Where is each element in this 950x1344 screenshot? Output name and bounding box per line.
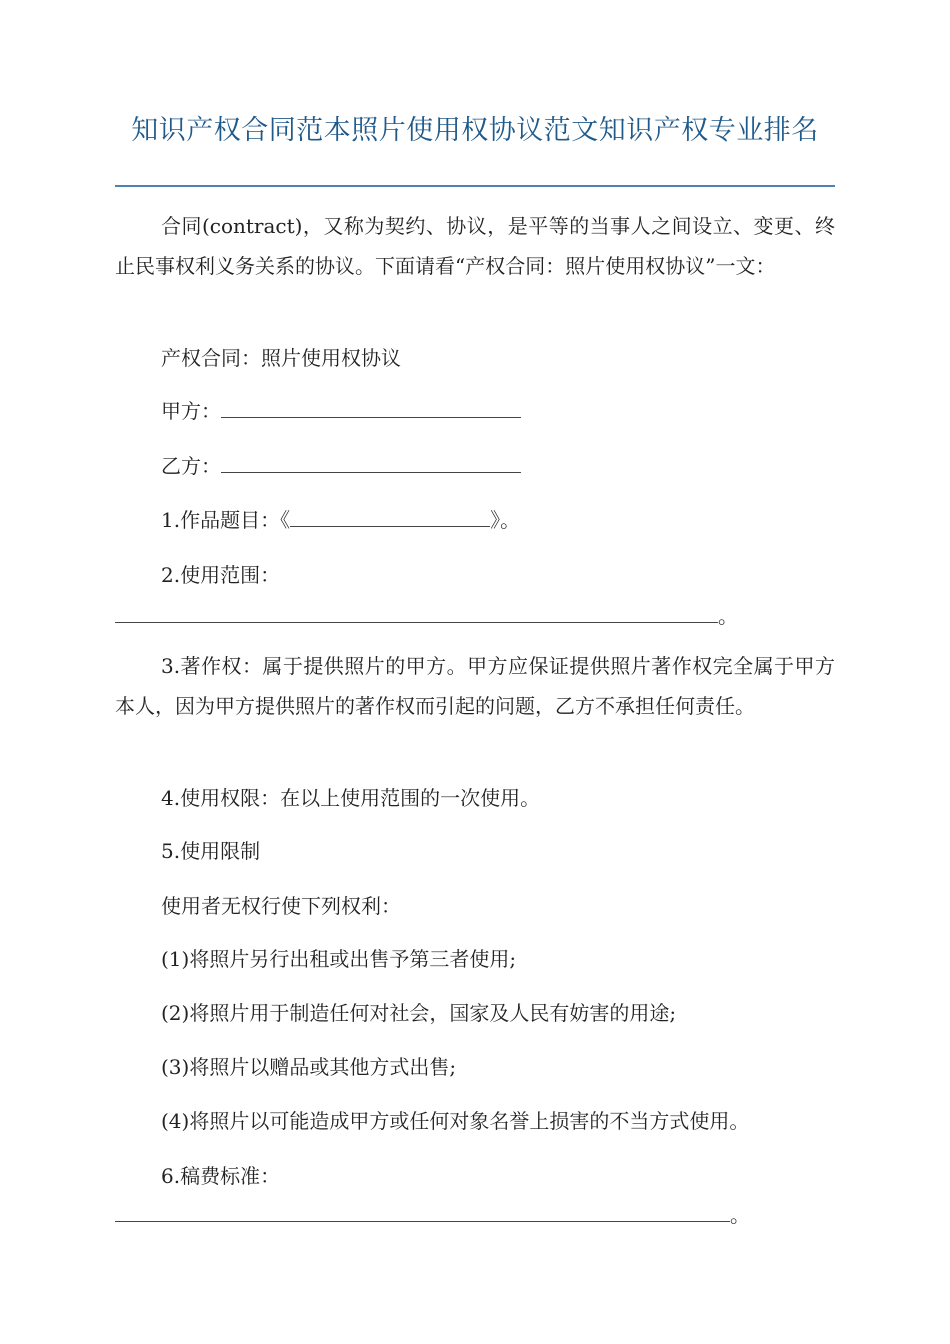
item-1-label: 1.作品题目：《 [161,508,291,532]
scope-line [115,602,738,630]
item-5-text: 5.使用限制 [161,839,261,863]
item-3-paragraph: 3.著作权：属于提供照片的甲方。甲方应保证提供照片著作权完全属于甲方本人，因为甲方提供照片的著作权而引起的问题，乙方不承担任何责任。 [115,654,835,718]
restriction-item-2: (2)将照片用于制造任何对社会，国家及人民有妨害的用途; [161,1001,677,1025]
item-1-end: 》。 [490,508,521,532]
party-b-label: 乙方： [161,454,221,478]
party-a-line [161,397,521,425]
contract-heading: 产权合同：照片使用权协议 [161,346,401,370]
party-b-blank[interactable] [221,454,521,473]
item-2-label: 2.使用范围： [161,563,281,587]
fee-period: 。 [730,1203,750,1227]
scope-blank[interactable] [115,604,718,623]
title-divider [115,185,835,187]
restriction-item-1: (1)将照片另行出租或出售予第三者使用; [161,947,517,971]
restriction-intro: 使用者无权行使下列权利： [161,894,401,918]
item-1-line [161,506,520,534]
fee-blank[interactable] [115,1203,730,1222]
fee-line [115,1201,750,1229]
work-title-blank[interactable] [290,508,490,527]
intro-paragraph: 合同(contract)，又称为契约、协议，是平等的当事人之间设立、变更、终止民事权利义务关系的协议。下面请看“产权合同：照片使用权协议”一文： [115,214,835,278]
party-b-line [161,452,521,480]
item-6-label: 6.稿费标准： [161,1164,281,1188]
document-title: 知识产权合同范本照片使用权协议范文知识产权专业排名 [131,115,819,146]
scope-period: 。 [718,604,738,628]
restriction-item-3: (3)将照片以赠品或其他方式出售; [161,1055,457,1079]
restriction-item-4: (4)将照片以可能造成甲方或任何对象名誉上损害的不当方式使用。 [161,1109,750,1133]
item-4-text: 4.使用权限：在以上使用范围的一次使用。 [161,786,541,810]
party-a-label: 甲方： [161,399,221,423]
party-a-blank[interactable] [221,399,521,418]
